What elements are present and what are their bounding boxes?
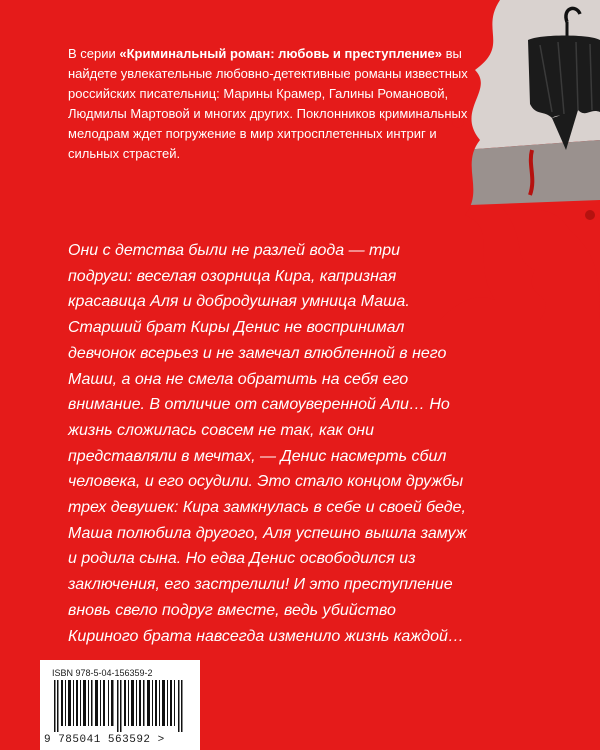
series-name: «Криминальный роман: любовь и преступление» [119, 46, 442, 61]
ean-digits: 9 785041 563592 > [44, 734, 165, 746]
barcode-panel [40, 660, 200, 750]
splash-bottom-shape [500, 205, 600, 320]
isbn-label: ISBN 978-5-04-156359-2 [52, 668, 153, 678]
series-blurb [68, 44, 488, 164]
series-prefix: В серии [68, 46, 120, 61]
splash-drop [585, 210, 595, 220]
book-annotation: Они с детства были не разлей вода — три подруги: веселая озорница Кира, капризная красавица Аля и добродушная умница Маша. Старший брат Киры Денис не воспринимал девчонок всерьез и не замечал влюбленной в него Маши, а она не смела обратить на себя его внимание. В отличие от самоуверенной Али… Но жизнь сложилась совсем не так, как они представляли в мечтах, — Денис насмерть сбил человека, и его осудили. Это стало концом дружбы трех девушек: Кира замкнулась в себе и своей беде, Маша полюбила другого, Аля успешно вышла замуж и родила сына. Но едва Денис освободился из заключения, его застрелили! И это преступление вновь свело подруг вместе, ведь убийство Кириного брата навсегда изменило жизнь каждой… [68, 242, 467, 645]
series-suffix: вы найдете увлекательные любовно-детективные романы известных российских писательниц: Марины Крамер, Галины Романовой, Людмилы Мартовой и многих других. Поклонников криминальных мелодрам ждет погружение в мир хитросплетенных интриг и сильных страстей. [68, 46, 468, 161]
barcode-bars [54, 680, 186, 732]
drip-shape [530, 150, 532, 195]
